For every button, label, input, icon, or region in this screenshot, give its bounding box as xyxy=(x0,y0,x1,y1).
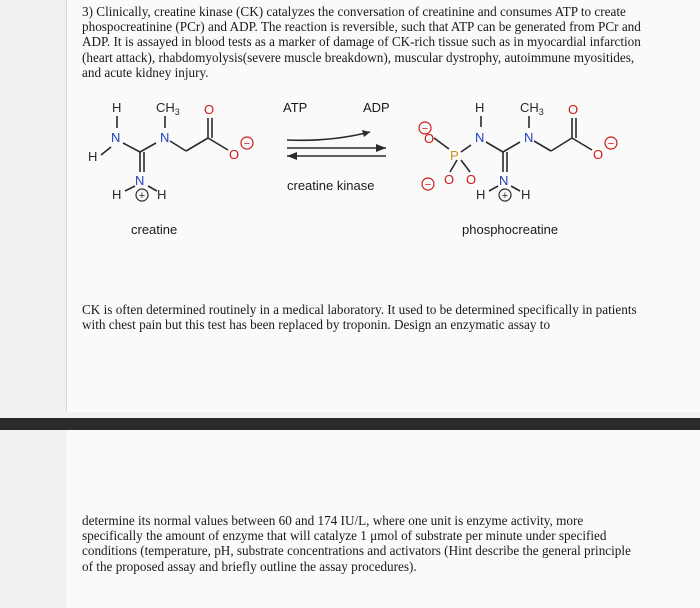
phosphocreatine-methyl: $CH_3$ xyxy=(520,100,544,117)
phosphocreatine-n-imine: N xyxy=(499,173,509,188)
creatine-h-left: H xyxy=(88,149,98,164)
creatine-label: creatine xyxy=(131,222,178,237)
phosphocreatine-o-carbonyl: O xyxy=(568,102,579,117)
phosphate-o-top: O xyxy=(424,131,435,146)
enzyme-label: creatine kinase xyxy=(287,178,375,193)
phosphocreatine-n-methyl: N xyxy=(524,130,534,145)
creatine-h-imine-left: H xyxy=(112,187,122,202)
phosphocreatine-positive-sign: + xyxy=(501,190,509,202)
creatine-o-carbonyl: O xyxy=(204,102,215,117)
question-task: CK is often determined routinely in a medical laboratory. It used to be determined specifically in patients with chest pain but this test has been replaced by troponin. Design an enzymatic assay to xyxy=(82,302,637,333)
adp-label: ADP xyxy=(363,100,390,115)
phosphocreatine-o-carboxylate: O xyxy=(593,147,604,162)
phosphocreatine-h-imine-right: H xyxy=(521,187,531,202)
page-divider xyxy=(0,418,700,430)
question-task-continued: determine its normal values between 60 and 174 IU/L, where one unit is enzyme activity, more specifically the amount of enzyme that will catalyze 1 μmol of substrate per minute under specified conditions (temperature, pH, substrate concentrations and activators (Hint describe the general principle of the proposed assay and briefly outline the assay procedures). xyxy=(82,513,631,574)
phosphocreatine-label: phosphocreatine xyxy=(462,222,559,237)
creatine-methyl: $CH_3$ xyxy=(156,100,180,117)
creatine-h-top: H xyxy=(112,100,122,115)
phosphate-o-bottom-left: O xyxy=(444,172,455,187)
creatine-positive-sign: + xyxy=(138,190,146,202)
phosphocreatine-h-imine-left: H xyxy=(476,187,486,202)
phosphocreatine-h-top: H xyxy=(475,100,485,115)
phosphocreatine-n-left: N xyxy=(475,130,485,145)
atp-label: ATP xyxy=(283,100,308,115)
question-intro: 3) Clinically, creatine kinase (CK) catalyzes the conversation of creatinine and consumes ATP to create phospocreatinine (PCr) and ADP. The reaction is reversible, such that ATP can be generated from PCr and ADP. It is assayed in blood tests as a marker of damage of CK-rich tissue such as in myocardial infarction (heart attack), rhabdomyolysis(severe muscle breakdown), muscular dystrophy, autoimmune myositides, and acute kidney injury. xyxy=(82,4,641,80)
creatine-n-left: N xyxy=(111,130,121,145)
creatine-n-methyl: N xyxy=(160,130,170,145)
creatine-o-carboxylate: O xyxy=(229,147,240,162)
phosphocreatine-negative-sign: − xyxy=(607,138,615,150)
phosphate-o-bottom-right: O xyxy=(466,172,477,187)
creatine-h-imine-right: H xyxy=(157,187,167,202)
phosphate-negative-sign-top: − xyxy=(421,123,429,135)
creatine-negative-sign: − xyxy=(243,138,251,150)
phosphate-negative-sign-bottom: − xyxy=(424,179,432,191)
phosphorus-atom: P xyxy=(450,148,459,163)
creatine-n-imine: N xyxy=(135,173,145,188)
